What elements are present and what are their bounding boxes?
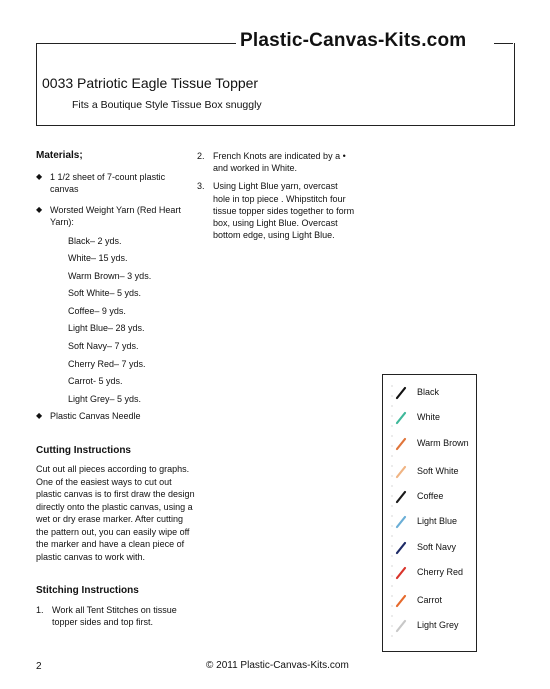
color-key-label: Light Blue — [417, 516, 458, 526]
yarn-item: White– 15 yds. — [68, 253, 128, 264]
stitch-icon — [395, 515, 407, 529]
yarn-item: Light Blue– 28 yds. — [68, 323, 145, 334]
color-key-label: Black — [417, 387, 440, 397]
yarn-item: Cherry Red– 7 yds. — [68, 358, 146, 369]
color-key-item — [383, 434, 476, 454]
color-key-item — [383, 591, 476, 611]
yarn-item: Warm Brown– 3 yds. — [68, 270, 152, 281]
right-column — [197, 150, 357, 241]
stitching-step — [197, 180, 357, 241]
color-key — [382, 374, 477, 652]
yarn-item: Soft Navy– 7 yds. — [68, 341, 139, 352]
stitch-icon — [395, 490, 407, 504]
color-key-label: White — [417, 412, 441, 422]
color-key-label: Soft Navy — [417, 542, 457, 552]
step-number: 1. — [36, 604, 44, 615]
bullet-icon: ◆ — [36, 204, 43, 214]
stitch-icon — [395, 386, 407, 400]
yarn-item: Black– 2 yds. — [68, 235, 122, 246]
color-key-item — [383, 538, 476, 558]
step-number: 2. — [197, 151, 205, 161]
color-key-label: Cherry Red — [417, 567, 464, 577]
color-key-label: Soft White — [417, 466, 459, 476]
step-number: 3. — [197, 181, 205, 192]
stitch-icon — [395, 566, 407, 580]
page-number: 2 — [36, 661, 42, 672]
yarn-item: Light Grey– 5 yds. — [68, 393, 142, 404]
kit-subtitle: Fits a Boutique Style Tissue Box snuggly — [72, 99, 262, 111]
color-key-label: Coffee — [417, 491, 444, 501]
materials-item-canvas — [36, 171, 196, 196]
step-text: Using Light Blue yarn, overcast hole in top piece . Whipstitch four tissue topper sides together to form box, using Light Blue. Overcast bottom edge, using Light Blue. — [213, 181, 355, 241]
materials-canvas-text: 1 1/2 sheet of 7-count plastic canvas — [50, 171, 166, 194]
materials-heading: Materials; — [36, 150, 83, 161]
header-rule-left — [36, 43, 236, 44]
bullet-icon: ◆ — [36, 411, 43, 421]
header-rule-right — [494, 43, 513, 44]
color-key-item — [383, 462, 476, 482]
yarn-list — [36, 235, 196, 411]
materials-needle-text: Plastic Canvas Needle — [50, 411, 141, 422]
stitch-icon — [395, 437, 407, 451]
step-text: Work all Tent Stitches on tissue topper sides and top first. — [52, 604, 177, 628]
color-key-item — [383, 563, 476, 583]
stitch-icon — [395, 465, 407, 479]
cutting-heading: Cutting Instructions — [36, 444, 131, 456]
yarn-item: Carrot- 5 yds. — [68, 376, 123, 387]
color-key-item — [383, 408, 476, 428]
color-key-label: Carrot — [417, 595, 443, 605]
copyright-notice: © 2011 Plastic-Canvas-Kits.com — [206, 660, 349, 671]
color-key-label: Warm Brown — [417, 438, 469, 448]
color-key-item — [383, 616, 476, 636]
kit-title: 0033 Patriotic Eagle Tissue Topper — [42, 75, 259, 91]
color-key-item — [383, 383, 476, 403]
bullet-icon: ◆ — [36, 171, 43, 181]
color-key-label: Light Grey — [417, 620, 459, 630]
materials-item-yarn — [36, 204, 196, 229]
stitch-icon — [395, 541, 407, 555]
stitching-step — [36, 604, 196, 629]
step-text: French Knots are indicated by a • and worked in White. — [213, 151, 346, 174]
stitch-icon — [395, 619, 407, 633]
materials-item-needle — [36, 410, 196, 423]
color-key-item — [383, 487, 476, 507]
site-title: Plastic-Canvas-Kits.com — [240, 30, 467, 51]
color-key-item — [383, 512, 476, 532]
left-column — [36, 150, 196, 629]
cutting-text: Cut out all pieces according to graphs. One of the easiest ways to cut out plastic canvas is to first draw the design directly onto the plastic canvas, using a wet or dry erase marker. After cutting the pattern out, you can easily wipe off the marker and have a clean piece of plastic canvas to work with. — [36, 464, 195, 562]
stitch-icon — [395, 411, 407, 425]
stitching-step — [197, 150, 357, 174]
stitch-icon — [395, 594, 407, 608]
yarn-item: Soft White– 5 yds. — [68, 288, 142, 299]
yarn-item: Coffee– 9 yds. — [68, 305, 126, 316]
stitching-heading: Stitching Instructions — [36, 585, 139, 597]
materials-yarn-intro: Worsted Weight Yarn (Red Heart Yarn): — [50, 204, 181, 227]
